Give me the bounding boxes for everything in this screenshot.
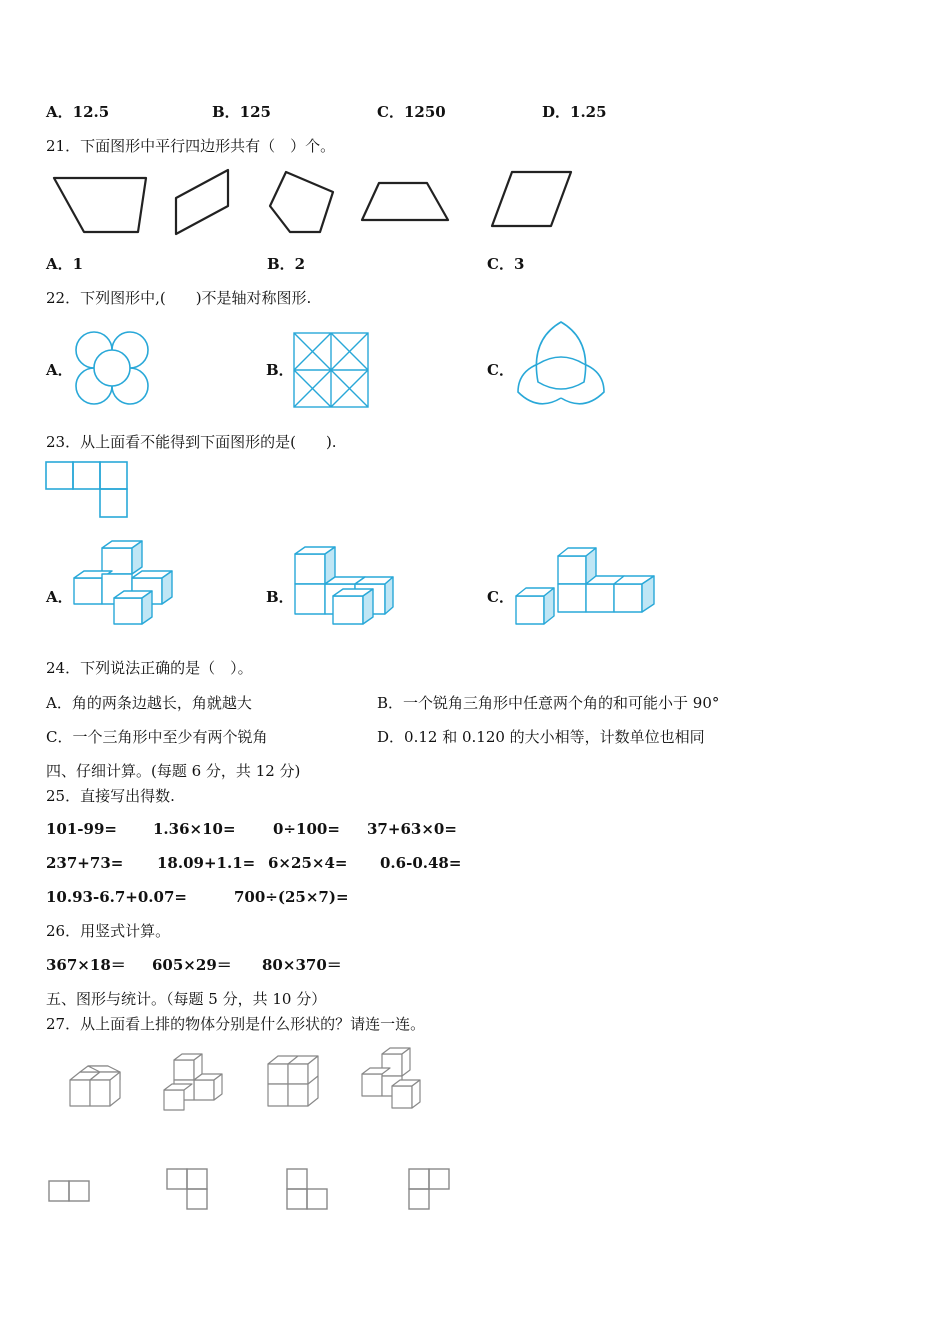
q25-item: 101-99=: [46, 820, 117, 838]
q25-item: 0÷100=: [273, 820, 340, 838]
q26-item: 605×29＝: [152, 956, 232, 974]
q27-view-2: [166, 1168, 210, 1212]
q20-option-a: A．12.5: [46, 103, 110, 121]
section-4-title: 四、仔细计算。(每题 6 分，共 12 分): [46, 762, 301, 780]
q21-option-b: B．2: [267, 255, 306, 273]
q25-question: 25．直接写出得数.: [46, 787, 175, 805]
q21-shapes: [46, 168, 586, 240]
q25-item: 0.6-0.48=: [380, 854, 462, 872]
q24-option-d: D．0.12 和 0.120 的大小相等，计数单位也相同: [377, 728, 705, 746]
q23-top-view: [45, 461, 129, 519]
q23-option-c: C．: [487, 588, 514, 606]
q21-shape-pentagon: [270, 172, 333, 232]
q23-question: 23．从上面看不能得到下面图形的是( ).: [46, 433, 337, 451]
q22-figure-a: [72, 330, 152, 410]
q23-figure-a: [72, 544, 176, 626]
q27-solid-2: [160, 1050, 226, 1114]
q21-question: 21．下面图形中平行四边形共有（ ）个。: [46, 137, 336, 155]
q27-view-1: [48, 1180, 92, 1204]
q25-item: 700÷(25×7)=: [234, 888, 349, 906]
q23-figure-b: [293, 544, 397, 626]
q26-question: 26．用竖式计算。: [46, 922, 171, 940]
q24-question: 24．下列说法正确的是（ ）。: [46, 659, 253, 677]
q24-option-c: C．一个三角形中至少有两个锐角: [46, 728, 268, 746]
q21-shape-trapezoid-isosceles: [362, 183, 448, 220]
q24-option-b: B．一个锐角三角形中任意两个角的和可能小于 90°: [377, 694, 720, 712]
q25-item: 10.93-6.7+0.07=: [46, 888, 187, 906]
q21-shape-trapezoid-wide: [54, 178, 146, 232]
q20-option-b: B．125: [212, 103, 271, 121]
q22-option-b: B．: [266, 361, 294, 379]
q25-item: 1.36×10=: [153, 820, 236, 838]
q27-solid-1: [66, 1060, 124, 1110]
q22-figure-c: [514, 320, 608, 408]
q27-view-3: [286, 1168, 330, 1212]
q25-item: 237+73=: [46, 854, 124, 872]
q23-figure-c: [514, 544, 660, 626]
q27-solid-3: [264, 1052, 322, 1110]
q27-view-4: [408, 1168, 452, 1212]
section-5-title: 五、图形与统计。（每题 5 分，共 10 分）: [46, 990, 327, 1008]
q22-option-c: C．: [487, 361, 514, 379]
q27-question: 27．从上面看上排的物体分别是什么形状的？请连一连。: [46, 1015, 426, 1033]
q20-option-d: D．1.25: [542, 103, 607, 121]
q25-item: 37+63×0=: [367, 820, 457, 838]
q25-item: 18.09+1.1=: [157, 854, 256, 872]
q21-option-a: A．1: [46, 255, 84, 273]
q24-option-a: A．角的两条边越长，角就越大: [46, 694, 252, 712]
q22-figure-b: [293, 332, 369, 408]
q22-option-a: A．: [46, 361, 73, 379]
q27-solid-4: [356, 1044, 426, 1112]
q26-item: 367×18＝: [46, 956, 126, 974]
q23-option-b: B．: [266, 588, 294, 606]
q21-option-c: C．3: [487, 255, 525, 273]
q22-question: 22．下列图形中,( )不是轴对称图形.: [46, 289, 312, 307]
q21-shape-parallelogram: [492, 172, 571, 226]
q20-option-c: C．1250: [377, 103, 446, 121]
q25-item: 6×25×4=: [268, 854, 348, 872]
q23-option-a: A．: [46, 588, 73, 606]
q21-shape-parallelogram-tilted: [176, 170, 228, 234]
q26-item: 80×370＝: [262, 956, 342, 974]
